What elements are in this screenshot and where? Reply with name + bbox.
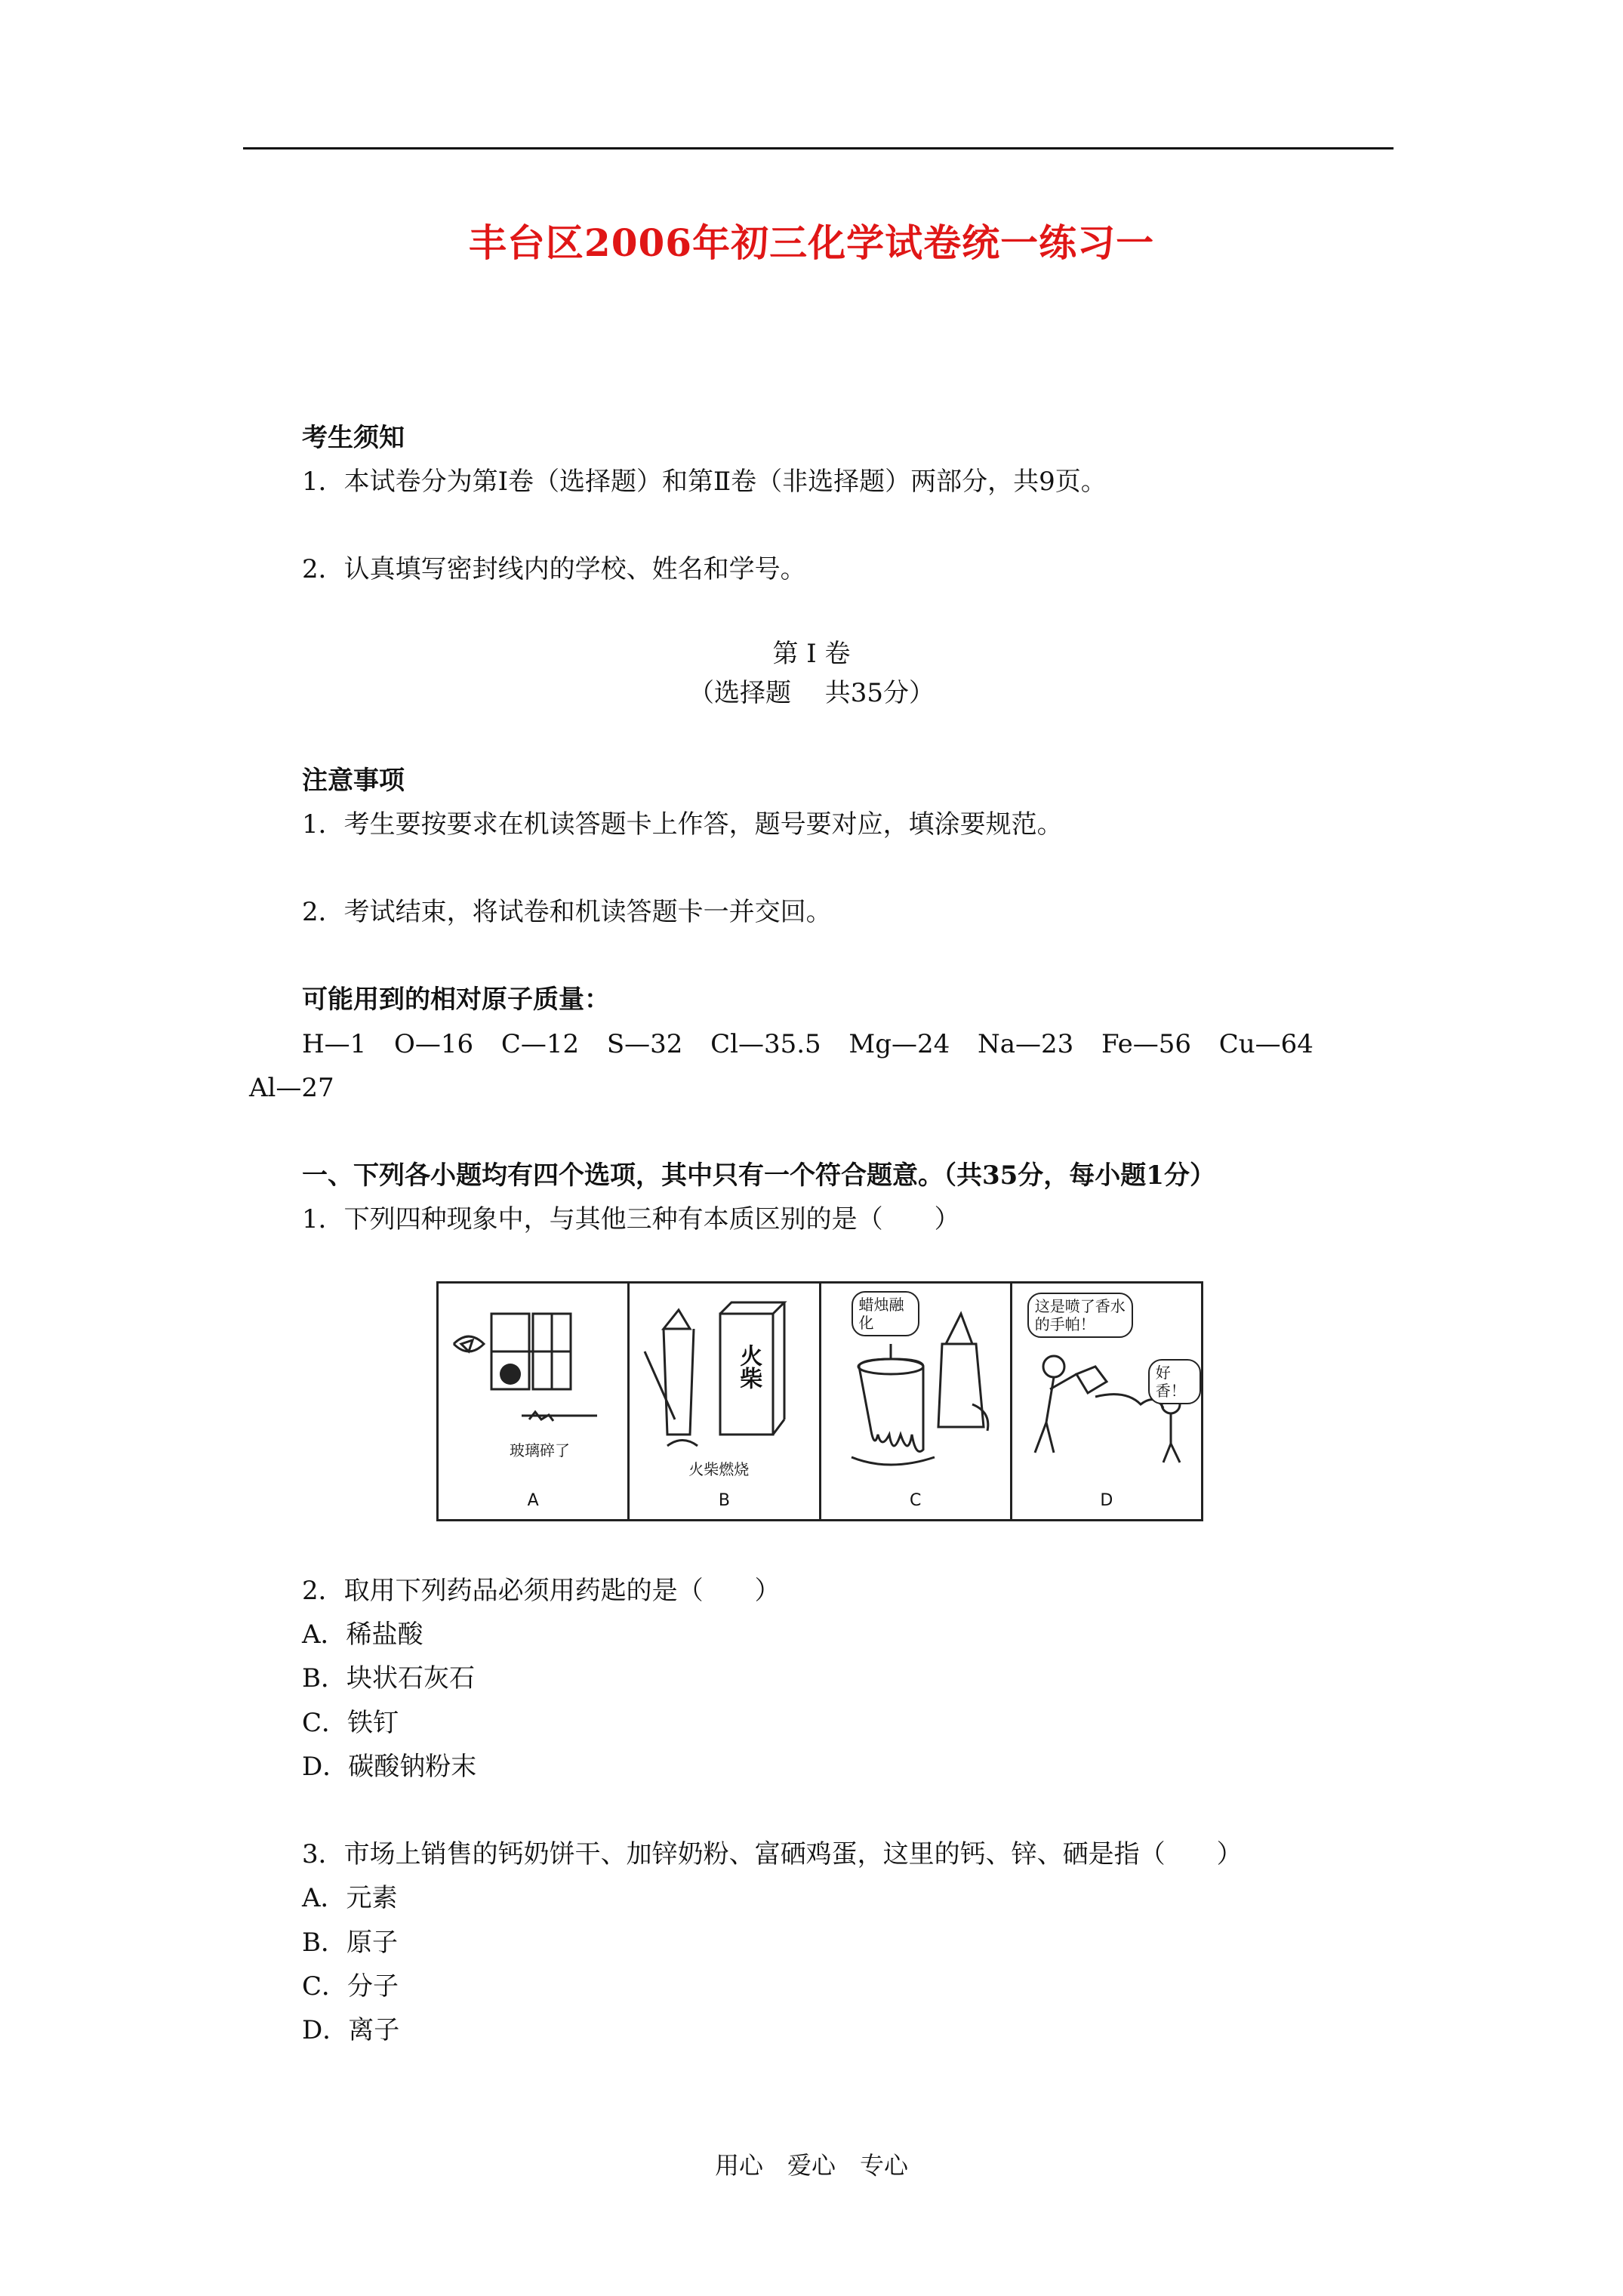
atomic-mass: H—1 <box>302 1029 367 1059</box>
figure-panel-d <box>1012 1284 1201 1519</box>
figure-panel-c <box>821 1284 1012 1519</box>
matchbox-label: 火柴 <box>735 1344 762 1389</box>
speech-bubble: 蜡烛融化 <box>852 1291 919 1336</box>
figure-panel-b <box>630 1284 821 1519</box>
header-rule <box>243 147 1394 149</box>
part1-heading: 一、下列各小题均有四个选项，其中只有一个符合题意。（共35分，每小题1分） <box>302 1160 1215 1191</box>
caution-item: 1．考生要按要求在机读答题卡上作答，题号要对应，填涂要规范。 <box>302 809 1063 840</box>
broken-glass-drawing <box>439 1284 627 1519</box>
panel-label: D <box>1100 1491 1113 1510</box>
panel-label: B <box>718 1491 730 1510</box>
question-2-stem: 2．取用下列药品必须用药匙的是（ ） <box>302 1576 781 1606</box>
question-option: C．分子 <box>302 1971 399 2002</box>
section-subtitle: （选择题 共35分） <box>688 678 935 708</box>
question-option: C．铁钉 <box>302 1708 399 1738</box>
atomic-mass: O—16 <box>394 1029 474 1059</box>
page-title: 丰台区2006年初三化学试卷统一练习一 <box>468 220 1155 265</box>
question-option: A．元素 <box>302 1883 398 1913</box>
question-1-figure <box>436 1281 1203 1521</box>
notice-item: 2．认真填写密封线内的学校、姓名和学号。 <box>302 554 806 584</box>
panel-caption: 玻璃碎了 <box>510 1441 570 1459</box>
atomic-mass: Cl—35.5 <box>710 1029 821 1059</box>
speech-bubble: 这是喷了香水的手帕！ <box>1027 1293 1133 1338</box>
question-3-stem: 3．市场上销售的钙奶饼干、加锌奶粉、富硒鸡蛋，这里的钙、锌、硒是指（ ） <box>302 1839 1243 1869</box>
atomic-mass: Mg—24 <box>848 1029 950 1059</box>
panel-caption: 火柴燃烧 <box>688 1460 750 1478</box>
atomic-masses-row <box>302 1029 1313 1059</box>
question-1-stem: 1．下列四种现象中，与其他三种有本质区别的是（ ） <box>302 1204 960 1234</box>
question-option: D．离子 <box>302 2015 400 2045</box>
question-option: D．碳酸钠粉末 <box>302 1752 477 1782</box>
question-option: B．原子 <box>302 1928 398 1958</box>
question-option: A．稀盐酸 <box>302 1620 423 1650</box>
masses-heading: 可能用到的相对原子质量： <box>302 985 610 1015</box>
atomic-mass: Fe—56 <box>1101 1029 1192 1059</box>
notice-item: 1．本试卷分为第Ⅰ卷（选择题）和第Ⅱ卷（非选择题）两部分，共9页。 <box>302 467 1107 497</box>
atomic-mass: C—12 <box>500 1029 580 1059</box>
cautions-heading: 注意事项 <box>302 766 405 796</box>
caution-item: 2．考试结束，将试卷和机读答题卡一并交回。 <box>302 897 832 927</box>
notice-heading: 考生须知 <box>302 423 405 453</box>
matchbox-drawing <box>630 1284 818 1519</box>
section-title: 第 Ⅰ 卷 <box>772 639 851 669</box>
page-footer: 用心 爱心 专心 <box>714 2151 908 2180</box>
atomic-mass: Al—27 <box>249 1073 334 1103</box>
panel-label: A <box>527 1491 539 1510</box>
atomic-mass: S—32 <box>606 1029 683 1059</box>
atomic-mass: Na—23 <box>977 1029 1074 1059</box>
panel-label: C <box>909 1491 922 1510</box>
question-option: B．块状石灰石 <box>302 1663 475 1693</box>
atomic-mass: Cu—64 <box>1218 1029 1313 1059</box>
figure-panel-a <box>439 1284 630 1519</box>
speech-bubble: 好香！ <box>1148 1359 1201 1404</box>
